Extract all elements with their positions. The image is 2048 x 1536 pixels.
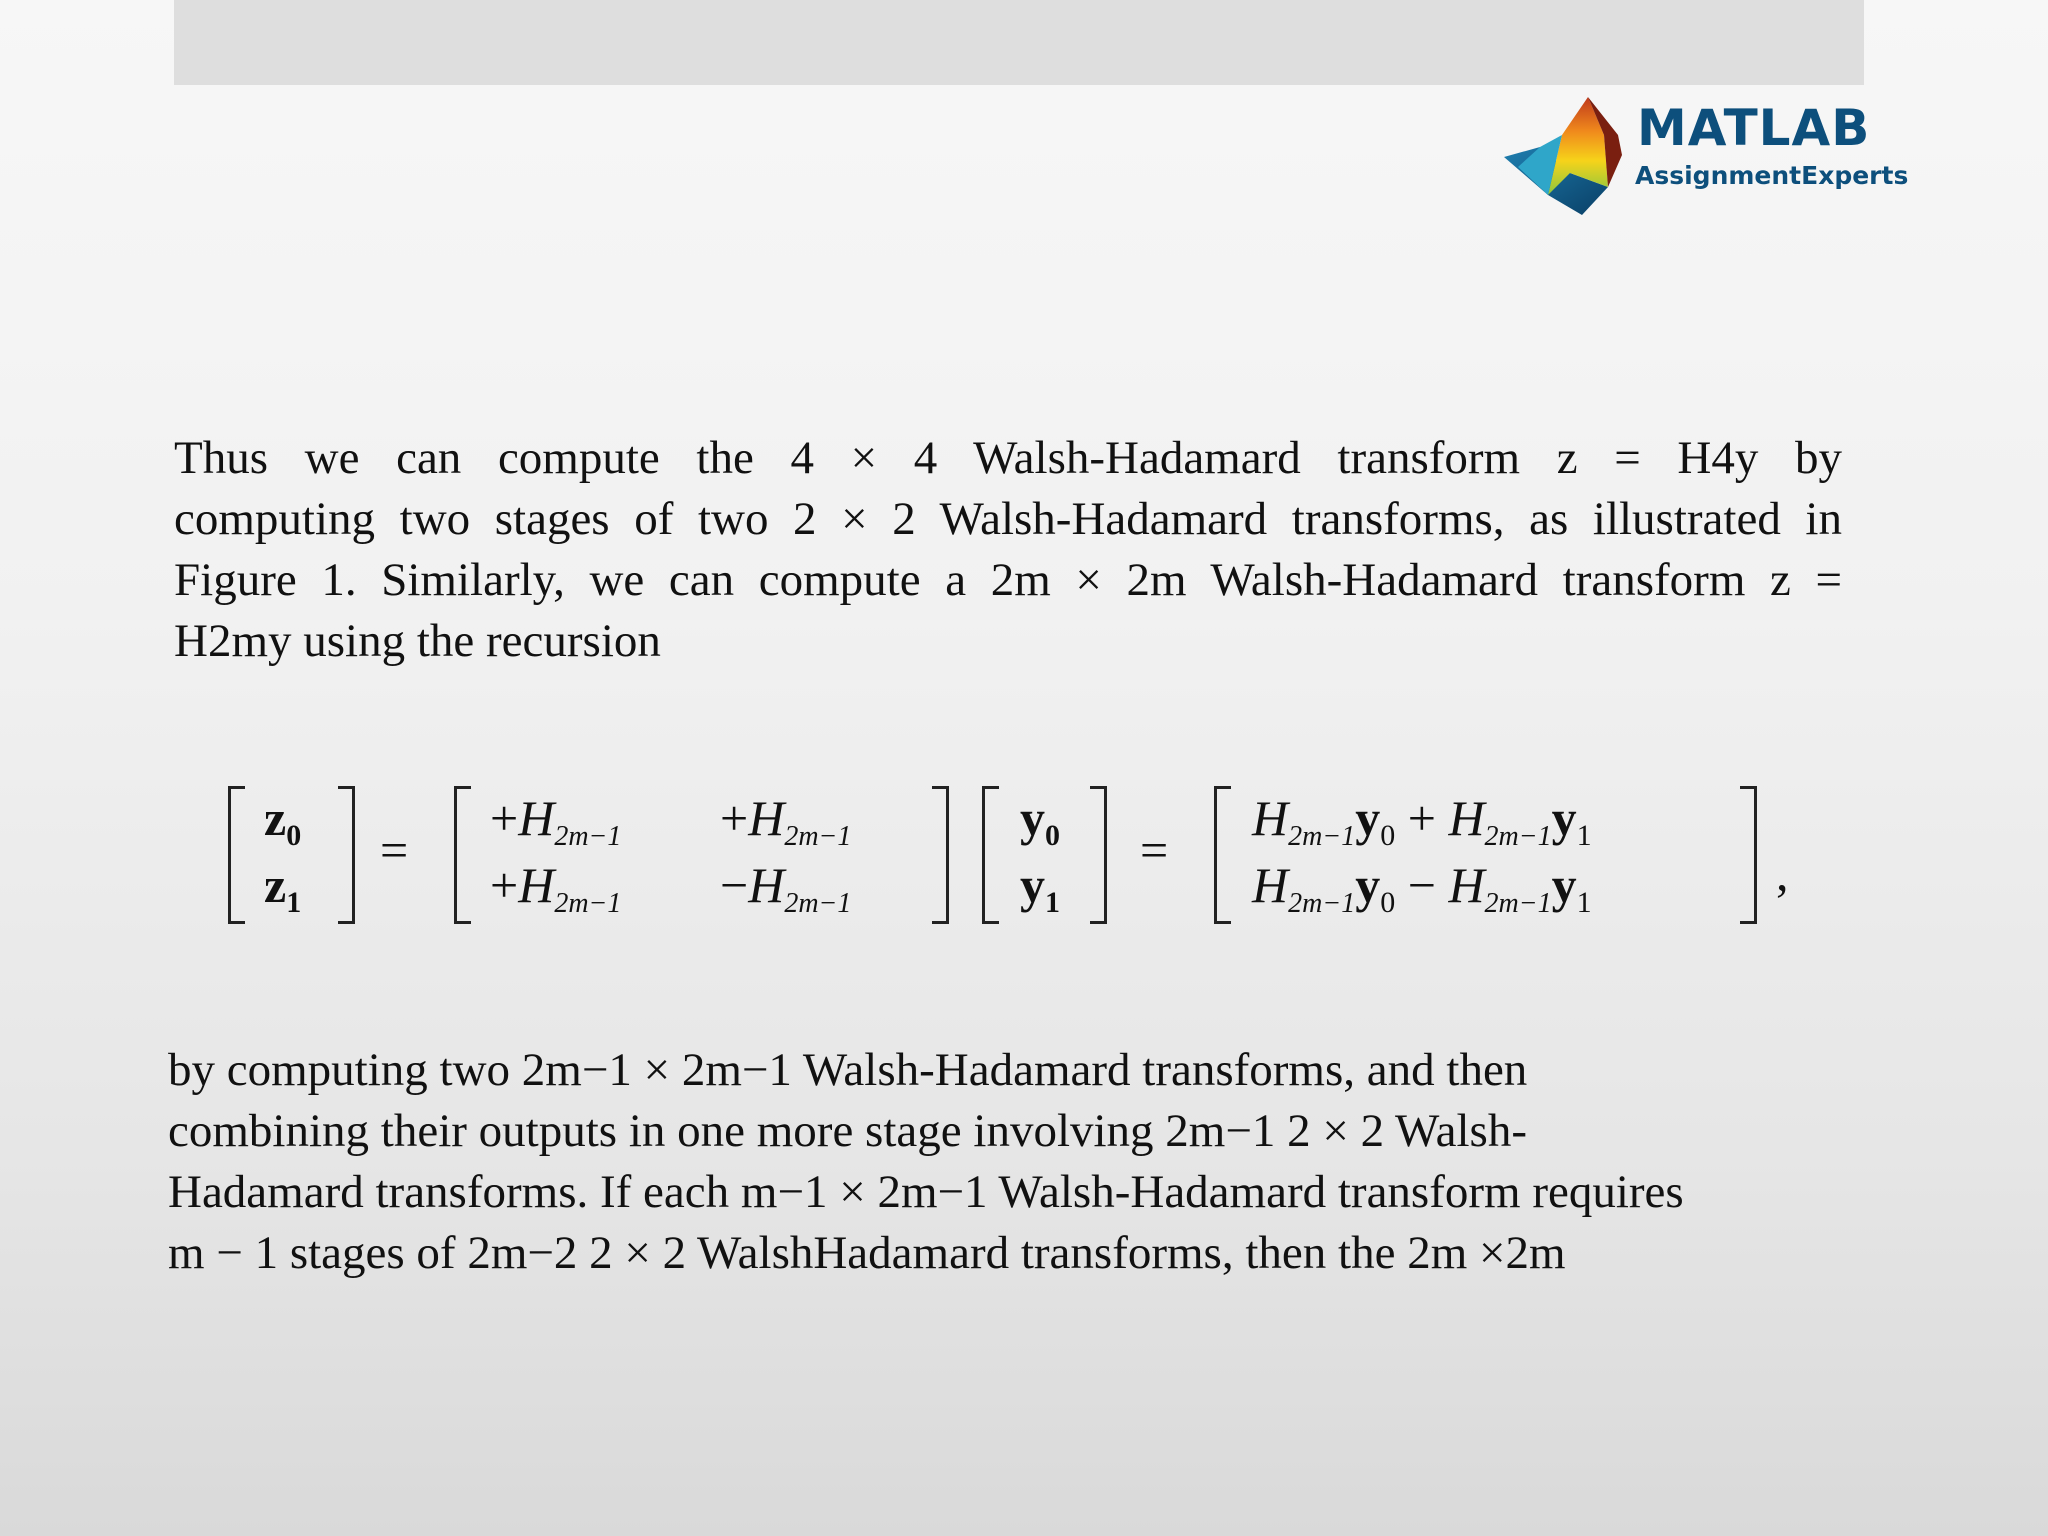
left-bracket xyxy=(1214,786,1231,924)
equation-comma: , xyxy=(1776,845,1789,901)
paragraph-line: Figure 1. Similarly, we can compute a 2m × 2m Walsh-Hadamard transform z = xyxy=(174,554,1842,606)
right-bracket xyxy=(338,786,355,924)
paragraph-line: Hadamard transforms. If each m−1 × 2m−1 Walsh-Hadamard transform requires xyxy=(168,1166,1684,1218)
paragraph-intro xyxy=(174,428,1842,672)
right-bracket xyxy=(932,786,949,924)
left-bracket xyxy=(228,786,245,924)
vector-y0: $y_0$ xyxy=(1020,790,1060,852)
paragraph-line: combining their outputs in one more stage involving 2m−1 2 × 2 Walsh- xyxy=(168,1105,1527,1157)
paragraph-line: H2my using the recursion xyxy=(174,615,661,667)
right-bracket xyxy=(1090,786,1107,924)
paragraph-line: computing two stages of two 2 × 2 Walsh-Hadamard transforms, as illustrated in xyxy=(174,493,1842,545)
result-row-difference: $H_{2m-1}y_0 - H_{2m-1}y_1$ xyxy=(1252,857,1592,919)
vector-z0: $z_0$ xyxy=(264,790,302,852)
matlab-assignment-experts-logo xyxy=(1500,95,1909,225)
equals-sign: = xyxy=(380,822,409,878)
paragraph-line: m − 1 stages of 2m−2 2 × 2 WalshHadamard transforms, then the 2m ×2m xyxy=(168,1227,1566,1279)
left-bracket xyxy=(982,786,999,924)
matrix-h22: $-H_{2m-1}$ xyxy=(720,857,852,919)
right-bracket xyxy=(1740,786,1757,924)
matrix-h11: $+H_{2m-1}$ xyxy=(490,790,622,852)
paragraph-line: by computing two 2m−1 × 2m−1 Walsh-Hadamard transforms, and then xyxy=(168,1044,1528,1096)
equals-sign: = xyxy=(1140,822,1169,878)
vector-y1: $y_1$ xyxy=(1020,857,1060,919)
recursion-equation xyxy=(220,778,1820,923)
top-banner-bar xyxy=(174,0,1864,85)
paragraph-line: Thus we can compute the 4 × 4 Walsh-Hadamard transform z = H4y by xyxy=(174,432,1842,484)
logo-subtitle: AssignmentExperts xyxy=(1635,161,1909,190)
paragraph-continuation xyxy=(168,1040,1868,1284)
matrix-h12: $+H_{2m-1}$ xyxy=(720,790,852,852)
vector-z1: $z_1$ xyxy=(264,857,302,919)
matrix-h21: $+H_{2m-1}$ xyxy=(490,857,622,919)
logo-title: MATLAB xyxy=(1637,99,1871,157)
matlab-membrane-logo-icon xyxy=(1500,95,1640,225)
left-bracket xyxy=(454,786,471,924)
result-row-sum: $H_{2m-1}y_0 + H_{2m-1}y_1$ xyxy=(1252,790,1592,852)
